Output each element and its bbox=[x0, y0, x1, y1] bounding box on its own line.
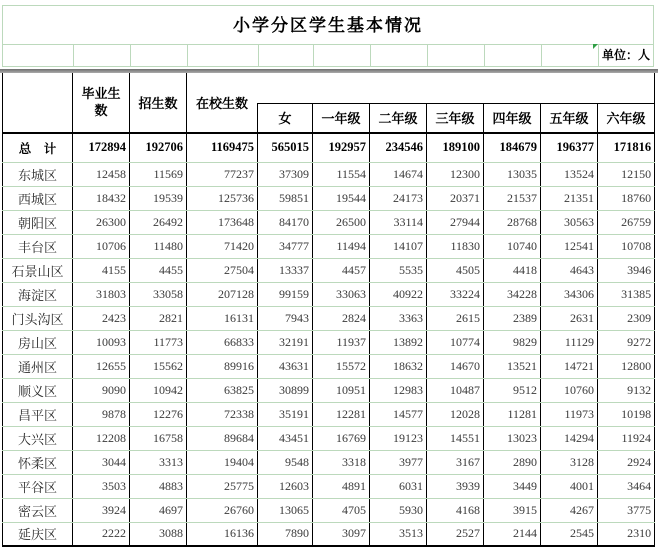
value-cell[interactable]: 26300 bbox=[73, 210, 130, 234]
value-cell[interactable]: 12983 bbox=[370, 378, 427, 402]
value-cell[interactable]: 35191 bbox=[258, 402, 313, 426]
table-row bbox=[3, 522, 655, 546]
table-row bbox=[3, 498, 655, 522]
unit-label: 单位：人 bbox=[601, 48, 650, 62]
corner-header-cell[interactable] bbox=[3, 73, 73, 133]
value-cell[interactable]: 13023 bbox=[484, 426, 541, 450]
value-cell[interactable]: 4643 bbox=[541, 258, 598, 282]
value-cell[interactable]: 4455 bbox=[130, 258, 187, 282]
value-cell[interactable]: 15562 bbox=[130, 354, 187, 378]
value-cell[interactable]: 171816 bbox=[598, 133, 655, 162]
grid-cell[interactable] bbox=[187, 45, 258, 66]
value-cell[interactable]: 18760 bbox=[598, 186, 655, 210]
value-cell[interactable]: 172894 bbox=[73, 133, 130, 162]
value-cell[interactable]: 99159 bbox=[258, 282, 313, 306]
col-header-graduates[interactable]: 毕业生数 bbox=[73, 73, 130, 133]
value-cell[interactable]: 11494 bbox=[313, 234, 370, 258]
value-cell[interactable]: 173648 bbox=[187, 210, 258, 234]
value-cell[interactable]: 4001 bbox=[541, 474, 598, 498]
value-cell[interactable]: 19539 bbox=[130, 186, 187, 210]
value-cell[interactable]: 33058 bbox=[130, 282, 187, 306]
value-cell[interactable]: 4418 bbox=[484, 258, 541, 282]
value-cell[interactable]: 192957 bbox=[313, 133, 370, 162]
table-row bbox=[3, 426, 655, 450]
value-cell[interactable]: 4697 bbox=[130, 498, 187, 522]
value-cell[interactable]: 12541 bbox=[541, 234, 598, 258]
value-cell[interactable]: 2389 bbox=[484, 306, 541, 330]
value-cell[interactable]: 89916 bbox=[187, 354, 258, 378]
district-cell[interactable]: 平谷区 bbox=[3, 474, 73, 498]
value-cell[interactable]: 33114 bbox=[370, 210, 427, 234]
table-row bbox=[3, 402, 655, 426]
value-cell[interactable]: 26500 bbox=[313, 210, 370, 234]
district-cell[interactable]: 门头沟区 bbox=[3, 306, 73, 330]
value-cell[interactable]: 13337 bbox=[258, 258, 313, 282]
value-cell[interactable]: 9512 bbox=[484, 378, 541, 402]
table-row bbox=[3, 354, 655, 378]
table-row bbox=[3, 186, 655, 210]
value-cell[interactable]: 18432 bbox=[73, 186, 130, 210]
value-cell[interactable]: 2144 bbox=[484, 522, 541, 546]
value-cell[interactable]: 15572 bbox=[313, 354, 370, 378]
value-cell[interactable]: 2545 bbox=[541, 522, 598, 546]
value-cell[interactable]: 5535 bbox=[370, 258, 427, 282]
sub-header-grade1[interactable]: 一年级 bbox=[313, 103, 370, 133]
value-cell[interactable]: 4705 bbox=[313, 498, 370, 522]
table-row bbox=[3, 234, 655, 258]
table-row bbox=[3, 258, 655, 282]
value-cell[interactable]: 192706 bbox=[130, 133, 187, 162]
value-cell[interactable]: 4883 bbox=[130, 474, 187, 498]
col-header-on-campus[interactable]: 在校生数 bbox=[187, 73, 258, 133]
value-cell[interactable]: 3363 bbox=[370, 306, 427, 330]
district-cell[interactable]: 密云区 bbox=[3, 498, 73, 522]
value-cell[interactable]: 3167 bbox=[427, 450, 484, 474]
value-cell[interactable]: 26492 bbox=[130, 210, 187, 234]
value-cell[interactable]: 3977 bbox=[370, 450, 427, 474]
value-cell[interactable]: 11480 bbox=[130, 234, 187, 258]
value-cell[interactable]: 3318 bbox=[313, 450, 370, 474]
value-cell[interactable]: 3924 bbox=[73, 498, 130, 522]
table-row bbox=[3, 474, 655, 498]
value-cell[interactable]: 11924 bbox=[598, 426, 655, 450]
table-row bbox=[3, 162, 655, 186]
value-cell[interactable]: 2527 bbox=[427, 522, 484, 546]
value-cell[interactable]: 3915 bbox=[484, 498, 541, 522]
unit-label-cell[interactable] bbox=[598, 45, 653, 66]
value-cell[interactable]: 3513 bbox=[370, 522, 427, 546]
unit-row bbox=[3, 45, 653, 66]
value-cell[interactable]: 4267 bbox=[541, 498, 598, 522]
value-cell[interactable]: 11281 bbox=[484, 402, 541, 426]
value-cell[interactable]: 4168 bbox=[427, 498, 484, 522]
value-cell[interactable]: 3464 bbox=[598, 474, 655, 498]
value-cell[interactable]: 184679 bbox=[484, 133, 541, 162]
value-cell[interactable]: 14551 bbox=[427, 426, 484, 450]
value-cell[interactable]: 12655 bbox=[73, 354, 130, 378]
value-cell[interactable]: 34777 bbox=[258, 234, 313, 258]
value-cell[interactable]: 18632 bbox=[370, 354, 427, 378]
district-cell[interactable]: 延庆区 bbox=[3, 522, 73, 546]
value-cell[interactable]: 33063 bbox=[313, 282, 370, 306]
value-cell[interactable]: 32191 bbox=[258, 330, 313, 354]
district-cell[interactable]: 石景山区 bbox=[3, 258, 73, 282]
value-cell[interactable]: 66833 bbox=[187, 330, 258, 354]
value-cell[interactable]: 125736 bbox=[187, 186, 258, 210]
district-cell[interactable]: 朝阳区 bbox=[3, 210, 73, 234]
value-cell[interactable]: 10951 bbox=[313, 378, 370, 402]
value-cell[interactable]: 71420 bbox=[187, 234, 258, 258]
grid-cell[interactable] bbox=[370, 45, 427, 66]
value-cell[interactable]: 34306 bbox=[541, 282, 598, 306]
value-cell[interactable]: 14670 bbox=[427, 354, 484, 378]
value-cell[interactable]: 37309 bbox=[258, 162, 313, 186]
value-cell[interactable]: 9829 bbox=[484, 330, 541, 354]
value-cell[interactable]: 12028 bbox=[427, 402, 484, 426]
value-cell[interactable]: 12603 bbox=[258, 474, 313, 498]
value-cell[interactable]: 16758 bbox=[130, 426, 187, 450]
value-cell[interactable]: 2924 bbox=[598, 450, 655, 474]
district-cell[interactable]: 通州区 bbox=[3, 354, 73, 378]
district-cell[interactable]: 海淀区 bbox=[3, 282, 73, 306]
value-cell[interactable]: 1169475 bbox=[187, 133, 258, 162]
value-cell[interactable]: 189100 bbox=[427, 133, 484, 162]
value-cell[interactable]: 33224 bbox=[427, 282, 484, 306]
value-cell[interactable]: 10093 bbox=[73, 330, 130, 354]
value-cell[interactable]: 16136 bbox=[187, 522, 258, 546]
table-row bbox=[3, 378, 655, 402]
value-cell[interactable]: 234546 bbox=[370, 133, 427, 162]
value-cell[interactable]: 27504 bbox=[187, 258, 258, 282]
value-cell[interactable]: 13521 bbox=[484, 354, 541, 378]
district-cell[interactable]: 顺义区 bbox=[3, 378, 73, 402]
data-table bbox=[2, 73, 655, 547]
value-cell[interactable]: 43451 bbox=[258, 426, 313, 450]
value-cell[interactable]: 12800 bbox=[598, 354, 655, 378]
value-cell[interactable]: 63825 bbox=[187, 378, 258, 402]
value-cell[interactable]: 3044 bbox=[73, 450, 130, 474]
value-cell[interactable]: 12150 bbox=[598, 162, 655, 186]
value-cell[interactable]: 12276 bbox=[130, 402, 187, 426]
value-cell[interactable]: 3128 bbox=[541, 450, 598, 474]
value-cell[interactable]: 7890 bbox=[258, 522, 313, 546]
title-block bbox=[2, 5, 654, 67]
value-cell[interactable]: 2423 bbox=[73, 306, 130, 330]
value-cell[interactable]: 14577 bbox=[370, 402, 427, 426]
table-body bbox=[3, 133, 655, 546]
value-cell[interactable]: 3097 bbox=[313, 522, 370, 546]
sub-header-female[interactable]: 女 bbox=[258, 103, 313, 133]
value-cell[interactable]: 43631 bbox=[258, 354, 313, 378]
value-cell[interactable]: 12208 bbox=[73, 426, 130, 450]
value-cell[interactable]: 59851 bbox=[258, 186, 313, 210]
value-cell[interactable]: 20371 bbox=[427, 186, 484, 210]
value-cell[interactable]: 11773 bbox=[130, 330, 187, 354]
value-cell[interactable]: 26760 bbox=[187, 498, 258, 522]
value-cell[interactable]: 7943 bbox=[258, 306, 313, 330]
value-cell[interactable]: 2310 bbox=[598, 522, 655, 546]
value-cell[interactable]: 28768 bbox=[484, 210, 541, 234]
value-cell[interactable]: 31385 bbox=[598, 282, 655, 306]
value-cell[interactable]: 10487 bbox=[427, 378, 484, 402]
value-cell[interactable]: 4891 bbox=[313, 474, 370, 498]
value-cell[interactable]: 196377 bbox=[541, 133, 598, 162]
value-cell[interactable]: 13065 bbox=[258, 498, 313, 522]
value-cell[interactable]: 10942 bbox=[130, 378, 187, 402]
sub-header-grade3[interactable]: 三年级 bbox=[427, 103, 484, 133]
district-cell[interactable]: 东城区 bbox=[3, 162, 73, 186]
value-cell[interactable]: 21537 bbox=[484, 186, 541, 210]
total-row bbox=[3, 133, 655, 162]
value-cell[interactable]: 34228 bbox=[484, 282, 541, 306]
blank-header-cell[interactable] bbox=[258, 73, 655, 103]
grid-cell[interactable] bbox=[541, 45, 598, 66]
value-cell[interactable]: 11973 bbox=[541, 402, 598, 426]
value-cell[interactable]: 26759 bbox=[598, 210, 655, 234]
grid-cell[interactable] bbox=[313, 45, 370, 66]
district-cell[interactable]: 房山区 bbox=[3, 330, 73, 354]
value-cell[interactable]: 12458 bbox=[73, 162, 130, 186]
table-row bbox=[3, 330, 655, 354]
value-cell[interactable]: 3088 bbox=[130, 522, 187, 546]
value-cell[interactable]: 9132 bbox=[598, 378, 655, 402]
value-cell[interactable]: 11830 bbox=[427, 234, 484, 258]
value-cell[interactable]: 16769 bbox=[313, 426, 370, 450]
value-cell[interactable]: 2890 bbox=[484, 450, 541, 474]
value-cell[interactable]: 11129 bbox=[541, 330, 598, 354]
value-cell[interactable]: 77237 bbox=[187, 162, 258, 186]
value-cell[interactable]: 10760 bbox=[541, 378, 598, 402]
value-cell[interactable]: 10706 bbox=[73, 234, 130, 258]
value-cell[interactable]: 9090 bbox=[73, 378, 130, 402]
value-cell[interactable]: 10708 bbox=[598, 234, 655, 258]
value-cell[interactable]: 3503 bbox=[73, 474, 130, 498]
value-cell[interactable]: 10740 bbox=[484, 234, 541, 258]
value-cell[interactable]: 14721 bbox=[541, 354, 598, 378]
value-cell[interactable]: 207128 bbox=[187, 282, 258, 306]
district-cell[interactable]: 怀柔区 bbox=[3, 450, 73, 474]
page-title[interactable]: 小学分区学生基本情况 bbox=[3, 6, 653, 45]
value-cell[interactable]: 19544 bbox=[313, 186, 370, 210]
value-cell[interactable]: 13892 bbox=[370, 330, 427, 354]
value-cell[interactable]: 4457 bbox=[313, 258, 370, 282]
grid-cell[interactable] bbox=[3, 45, 73, 66]
district-cell[interactable]: 昌平区 bbox=[3, 402, 73, 426]
value-cell[interactable]: 12300 bbox=[427, 162, 484, 186]
value-cell[interactable]: 3946 bbox=[598, 258, 655, 282]
table-row bbox=[3, 210, 655, 234]
grid-cell[interactable] bbox=[258, 45, 313, 66]
value-cell[interactable]: 9272 bbox=[598, 330, 655, 354]
value-cell[interactable]: 13035 bbox=[484, 162, 541, 186]
value-cell[interactable]: 9548 bbox=[258, 450, 313, 474]
value-cell[interactable]: 2821 bbox=[130, 306, 187, 330]
sub-header-grade4[interactable]: 四年级 bbox=[484, 103, 541, 133]
value-cell[interactable]: 3449 bbox=[484, 474, 541, 498]
value-cell[interactable]: 11937 bbox=[313, 330, 370, 354]
value-cell[interactable]: 2222 bbox=[73, 522, 130, 546]
value-cell[interactable]: 2615 bbox=[427, 306, 484, 330]
value-cell[interactable]: 6031 bbox=[370, 474, 427, 498]
value-cell[interactable]: 565015 bbox=[258, 133, 313, 162]
col-header-enrollment[interactable]: 招生数 bbox=[130, 73, 187, 133]
grid-cell[interactable] bbox=[130, 45, 187, 66]
value-cell[interactable]: 19123 bbox=[370, 426, 427, 450]
value-cell[interactable]: 14674 bbox=[370, 162, 427, 186]
table-row bbox=[3, 450, 655, 474]
value-cell[interactable]: 14294 bbox=[541, 426, 598, 450]
value-cell[interactable]: 31803 bbox=[73, 282, 130, 306]
value-cell[interactable]: 10774 bbox=[427, 330, 484, 354]
comment-flag-icon bbox=[593, 44, 598, 49]
grid-cell[interactable] bbox=[427, 45, 484, 66]
table-row bbox=[3, 306, 655, 330]
value-cell[interactable]: 11554 bbox=[313, 162, 370, 186]
value-cell[interactable]: 21351 bbox=[541, 186, 598, 210]
value-cell[interactable]: 25775 bbox=[187, 474, 258, 498]
district-cell[interactable]: 大兴区 bbox=[3, 426, 73, 450]
value-cell[interactable]: 2631 bbox=[541, 306, 598, 330]
value-cell[interactable]: 72338 bbox=[187, 402, 258, 426]
value-cell[interactable]: 30563 bbox=[541, 210, 598, 234]
value-cell[interactable]: 3775 bbox=[598, 498, 655, 522]
value-cell[interactable]: 3313 bbox=[130, 450, 187, 474]
sub-header-grade6[interactable]: 六年级 bbox=[598, 103, 655, 133]
value-cell[interactable]: 5930 bbox=[370, 498, 427, 522]
value-cell[interactable]: 11569 bbox=[130, 162, 187, 186]
value-cell[interactable]: 3939 bbox=[427, 474, 484, 498]
value-cell[interactable]: 40922 bbox=[370, 282, 427, 306]
value-cell[interactable]: 30899 bbox=[258, 378, 313, 402]
grid-cell[interactable] bbox=[484, 45, 541, 66]
value-cell[interactable]: 14107 bbox=[370, 234, 427, 258]
value-cell[interactable]: 13524 bbox=[541, 162, 598, 186]
value-cell[interactable]: 9878 bbox=[73, 402, 130, 426]
value-cell[interactable]: 12281 bbox=[313, 402, 370, 426]
value-cell[interactable]: 89684 bbox=[187, 426, 258, 450]
value-cell[interactable]: 19404 bbox=[187, 450, 258, 474]
value-cell[interactable]: 10198 bbox=[598, 402, 655, 426]
value-cell[interactable]: 4505 bbox=[427, 258, 484, 282]
total-label-cell[interactable]: 总 计 bbox=[3, 133, 73, 162]
sub-header-grade2[interactable]: 二年级 bbox=[370, 103, 427, 133]
value-cell[interactable]: 2824 bbox=[313, 306, 370, 330]
value-cell[interactable]: 2309 bbox=[598, 306, 655, 330]
district-cell[interactable]: 丰台区 bbox=[3, 234, 73, 258]
value-cell[interactable]: 24173 bbox=[370, 186, 427, 210]
sub-header-grade5[interactable]: 五年级 bbox=[541, 103, 598, 133]
district-cell[interactable]: 西城区 bbox=[3, 186, 73, 210]
value-cell[interactable]: 16131 bbox=[187, 306, 258, 330]
table-row bbox=[3, 282, 655, 306]
value-cell[interactable]: 4155 bbox=[73, 258, 130, 282]
value-cell[interactable]: 84170 bbox=[258, 210, 313, 234]
grid-cell[interactable] bbox=[73, 45, 130, 66]
value-cell[interactable]: 27944 bbox=[427, 210, 484, 234]
